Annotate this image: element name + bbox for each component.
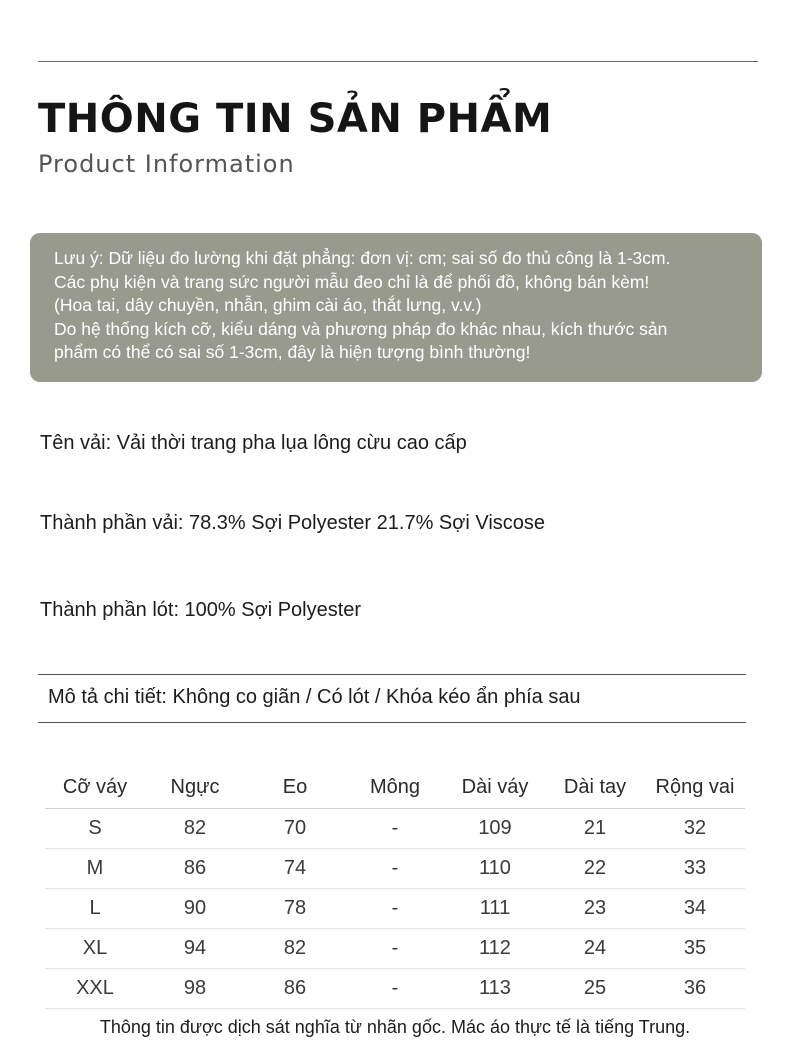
column-header: Ngực xyxy=(145,768,245,808)
page-subtitle: Product Information xyxy=(38,150,295,178)
table-cell: 94 xyxy=(145,928,245,968)
column-header: Dài tay xyxy=(545,768,645,808)
table-cell: 82 xyxy=(145,808,245,848)
table-cell: 23 xyxy=(545,888,645,928)
notice-line: Các phụ kiện và trang sức người mẫu đeo chỉ là để phối đồ, không bán kèm! xyxy=(54,271,650,292)
table-cell: S xyxy=(45,808,145,848)
notice-line: Lưu ý: Dữ liệu đo lường khi đặt phẳng: đơn vị: cm; sai số đo thủ công là 1-3cm. xyxy=(54,248,671,268)
notice-line: phẩm có thể có sai số 1-3cm, đây là hiện tượng bình thường! xyxy=(54,342,531,362)
table-cell: 21 xyxy=(545,808,645,848)
lining-composition: Thành phần lót: 100% Sợi Polyester xyxy=(40,599,362,621)
table-cell: 109 xyxy=(445,808,545,848)
table-cell: L xyxy=(45,888,145,928)
table-cell: 35 xyxy=(645,928,745,968)
top-divider xyxy=(38,61,758,62)
table-cell: 111 xyxy=(445,888,545,928)
fabric-name: Tên vải: Vải thời trang pha lụa lông cừu cao cấp xyxy=(40,432,467,454)
column-header: Dài váy xyxy=(445,768,545,808)
table-cell: 36 xyxy=(645,968,745,1008)
table-cell: 112 xyxy=(445,928,545,968)
table-cell: 110 xyxy=(445,848,545,888)
table-cell: 98 xyxy=(145,968,245,1008)
notice-line: Do hệ thống kích cỡ, kiểu dáng và phương pháp đo khác nhau, kích thước sản xyxy=(54,318,668,339)
table-row xyxy=(45,888,745,928)
table-cell: XL xyxy=(45,928,145,968)
table-cell: - xyxy=(345,968,445,1008)
table-cell: 34 xyxy=(645,888,745,928)
table-row xyxy=(45,968,745,1008)
table-cell: 90 xyxy=(145,888,245,928)
measurement-notice-box xyxy=(30,233,762,382)
table-header-row xyxy=(45,768,745,808)
table-cell: 86 xyxy=(245,968,345,1008)
table-cell: 24 xyxy=(545,928,645,968)
table-row xyxy=(45,808,745,848)
column-header: Rộng vai xyxy=(645,768,745,808)
table-cell: 22 xyxy=(545,848,645,888)
table-cell: XXL xyxy=(45,968,145,1008)
table-row xyxy=(45,848,745,888)
notice-line: (Hoa tai, dây chuyền, nhẫn, ghim cài áo, thắt lưng, v.v.) xyxy=(54,295,482,315)
table-cell: 70 xyxy=(245,808,345,848)
table-row xyxy=(45,928,745,968)
detail-description: Mô tả chi tiết: Không co giãn / Có lót / Khóa kéo ẩn phía sau xyxy=(48,686,581,708)
table-cell: - xyxy=(345,888,445,928)
table-cell: - xyxy=(345,928,445,968)
detail-top-divider xyxy=(38,674,746,675)
column-header: Mông xyxy=(345,768,445,808)
column-header: Cỡ váy xyxy=(45,768,145,808)
table-cell: 25 xyxy=(545,968,645,1008)
table-cell: 74 xyxy=(245,848,345,888)
translation-footnote: Thông tin được dịch sát nghĩa từ nhãn gốc. Mác áo thực tế là tiếng Trung. xyxy=(99,1017,691,1037)
table-cell: - xyxy=(345,808,445,848)
page-title: THÔNG TIN SẢN PHẨM xyxy=(38,96,553,142)
table-cell: - xyxy=(345,848,445,888)
table-cell: M xyxy=(45,848,145,888)
table-cell: 113 xyxy=(445,968,545,1008)
table-cell: 32 xyxy=(645,808,745,848)
table-cell: 78 xyxy=(245,888,345,928)
size-chart-table xyxy=(45,768,745,1009)
table-cell: 86 xyxy=(145,848,245,888)
table-cell: 82 xyxy=(245,928,345,968)
table-cell: 33 xyxy=(645,848,745,888)
column-header: Eo xyxy=(245,768,345,808)
detail-bottom-divider xyxy=(38,722,746,723)
fabric-composition: Thành phần vải: 78.3% Sợi Polyester 21.7% Sợi Viscose xyxy=(40,512,546,534)
